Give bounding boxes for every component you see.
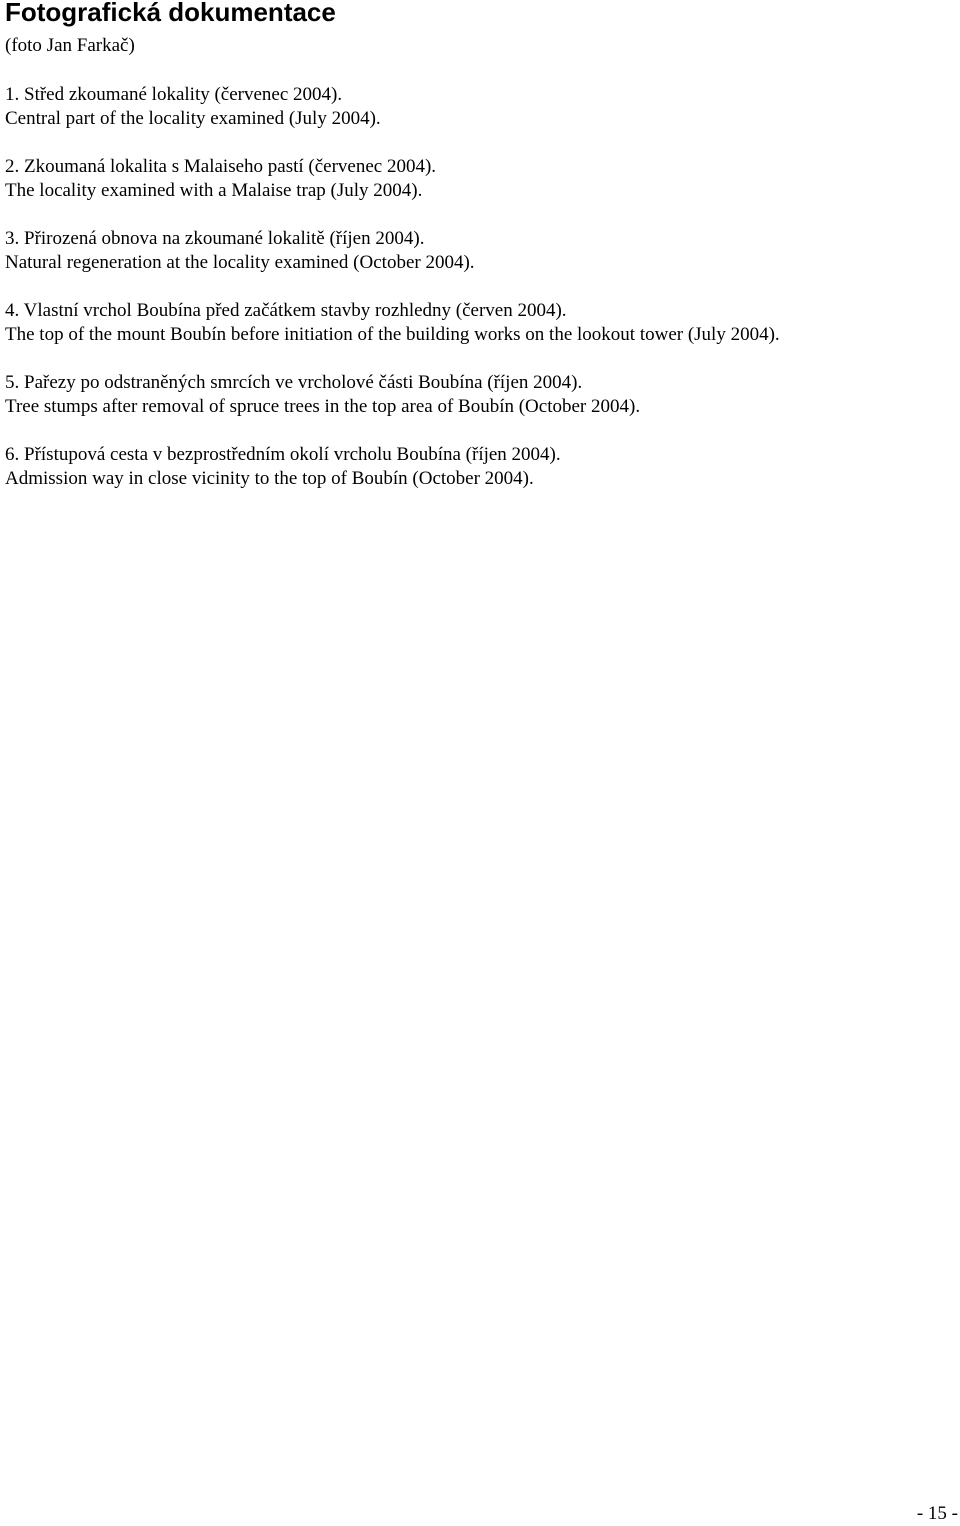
caption-5-czech: 5. Pařezy po odstraněných smrcích ve vrcholové části Boubína (říjen 2004). xyxy=(5,372,583,393)
caption-6 xyxy=(5,443,945,491)
caption-1-english: Central part of the locality examined (July 2004). xyxy=(5,108,381,129)
caption-1 xyxy=(5,83,945,131)
document-title: Fotografická dokumentace xyxy=(5,0,336,27)
caption-list xyxy=(5,83,945,515)
caption-5-english: Tree stumps after removal of spruce trees in the top area of Boubín (October 2004). xyxy=(5,396,641,417)
caption-5 xyxy=(5,371,945,419)
caption-4 xyxy=(5,299,945,347)
caption-2-english: The locality examined with a Malaise trap (July 2004). xyxy=(5,180,423,201)
caption-3 xyxy=(5,227,945,275)
caption-3-english: Natural regeneration at the locality examined (October 2004). xyxy=(5,252,475,273)
caption-4-english: The top of the mount Boubín before initiation of the building works on the lookout tower (July 2004). xyxy=(5,324,780,345)
caption-2-czech: 2. Zkoumaná lokalita s Malaiseho pastí (červenec 2004). xyxy=(5,156,437,177)
caption-1-czech: 1. Střed zkoumané lokality (červenec 2004). xyxy=(5,84,343,105)
caption-3-czech: 3. Přirozená obnova na zkoumané lokalitě (říjen 2004). xyxy=(5,228,425,249)
caption-6-english: Admission way in close vicinity to the top of Boubín (October 2004). xyxy=(5,468,534,489)
caption-6-czech: 6. Přístupová cesta v bezprostředním okolí vrcholu Boubína (říjen 2004). xyxy=(5,444,561,465)
photo-credit: (foto Jan Farkač) xyxy=(5,35,135,56)
page-number: - 15 - xyxy=(916,1503,958,1524)
caption-4-czech: 4. Vlastní vrchol Boubína před začátkem stavby rozhledny (červen 2004). xyxy=(5,300,567,321)
caption-2 xyxy=(5,155,945,203)
